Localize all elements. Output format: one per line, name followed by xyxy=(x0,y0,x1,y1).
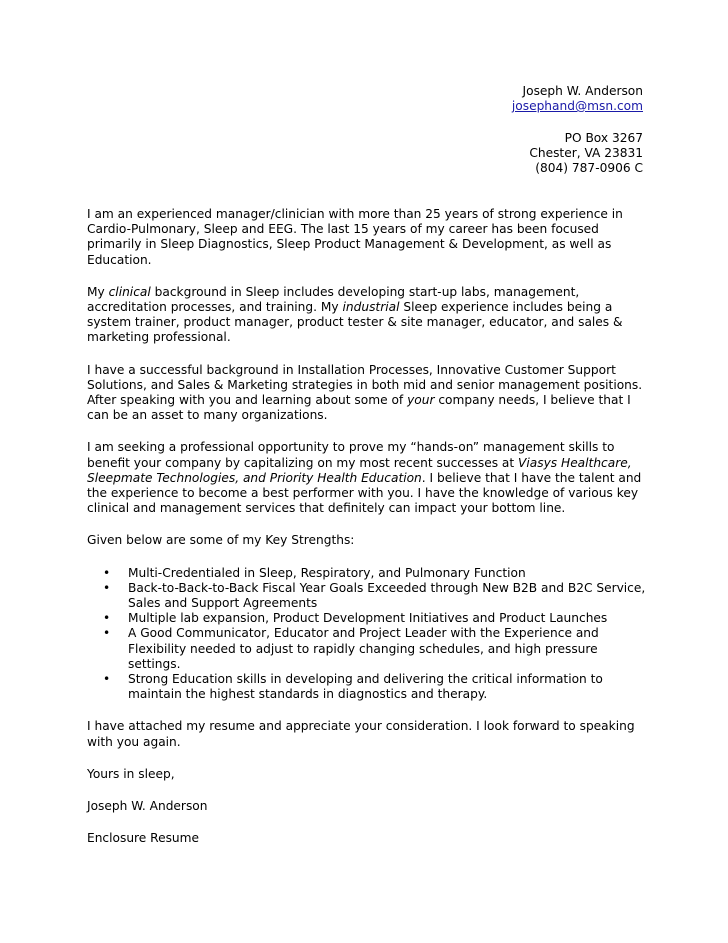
strength-item xyxy=(87,581,647,611)
bullet-icon: • xyxy=(103,672,111,687)
sender-address-line1: PO Box 3267 xyxy=(564,131,643,145)
emphasis-your: your xyxy=(407,393,435,408)
emphasis-industrial: industrial xyxy=(342,300,400,315)
strength-text: A Good Communicator, Educator and Project Leader with the Experience and Flexibility needed to adjust to rapidly changing schedules, and high pressure settings. xyxy=(128,626,599,671)
strength-item xyxy=(87,672,647,702)
strength-text: Strong Education skills in developing and delivering the critical information to maintain the highest standards in diagnostics and therapy. xyxy=(128,672,603,702)
paragraph-background xyxy=(87,285,647,346)
strength-item xyxy=(87,566,647,581)
sender-phone: (804) 787-0906 C xyxy=(535,161,643,175)
strength-item xyxy=(87,611,647,626)
bullet-icon: • xyxy=(103,626,111,641)
emphasis-companies: Viasys Healthcare, Sleepmate Technologies, and Priority Health Education xyxy=(87,455,632,485)
enclosure-note: Enclosure Resume xyxy=(87,831,200,846)
signature-name: Joseph W. Anderson xyxy=(87,799,208,814)
bullet-icon: • xyxy=(103,611,111,626)
strength-text: Multi-Credentialed in Sleep, Respiratory, and Pulmonary Function xyxy=(128,565,526,580)
paragraph-background-text: Sleep experience includes being a system trainer, product manager, product tester & site manager, educator, and sales & marketing professional. xyxy=(87,300,623,345)
header-spacer xyxy=(512,114,643,131)
paragraph-closing: I have attached my resume and appreciate your consideration. I look forward to speaking with you again. xyxy=(87,719,635,749)
strength-text: Back-to-Back-to-Back Fiscal Year Goals Exceeded through New B2B and B2C Service, Sales and Support Agreements xyxy=(128,580,646,611)
bullet-icon: • xyxy=(103,580,111,595)
strengths-intro: Given below are some of my Key Strengths: xyxy=(87,533,355,548)
emphasis-clinical: clinical xyxy=(108,284,151,299)
paragraph-opportunity xyxy=(87,440,647,516)
paragraph-success-text: I have a successful background in Installation Processes, Innovative Customer Support Solutions, and Sales & Marketing strategies in both mid and senior management positions. After speaking with you and learning about some of xyxy=(87,362,643,408)
paragraph-success xyxy=(87,363,647,424)
sender-block xyxy=(512,84,643,176)
sender-address-line2: Chester, VA 23831 xyxy=(529,146,643,160)
paragraph-opportunity-text: . I believe that I have the talent and the experience to become a best performer with you. I have the knowledge of various key clinical and management services that definitely can impact your bottom line. xyxy=(87,470,642,516)
sender-email-link[interactable]: josephand@msn.com xyxy=(511,99,643,113)
signoff: Yours in sleep, xyxy=(87,766,175,781)
paragraph-success-text: company needs, I believe that I can be an asset to many organizations. xyxy=(87,393,631,423)
letter-body xyxy=(87,207,647,864)
strengths-list xyxy=(87,566,647,703)
strength-text: Multiple lab expansion, Product Development Initiatives and Product Launches xyxy=(128,611,608,626)
paragraph-background-text: background in Sleep includes developing start-up labs, management, accreditation processes, and training. My xyxy=(87,284,580,315)
paragraph-opportunity-text: I am seeking a professional opportunity to prove my “hands-on” management skills to benefit your company by capitalizing on my most recent successes at xyxy=(87,440,615,470)
bullet-icon: • xyxy=(103,565,111,580)
paragraph-intro: I am an experienced manager/clinician with more than 25 years of strong experience in Cardio-Pulmonary, Sleep and EEG. The last 15 years of my career has been focused primarily in Sleep Diagnostics, Sleep Product Management & Development, as well as Education. xyxy=(87,207,623,267)
strength-item xyxy=(87,626,647,672)
sender-name: Joseph W. Anderson xyxy=(522,84,643,98)
paragraph-background-text: My xyxy=(87,284,109,299)
